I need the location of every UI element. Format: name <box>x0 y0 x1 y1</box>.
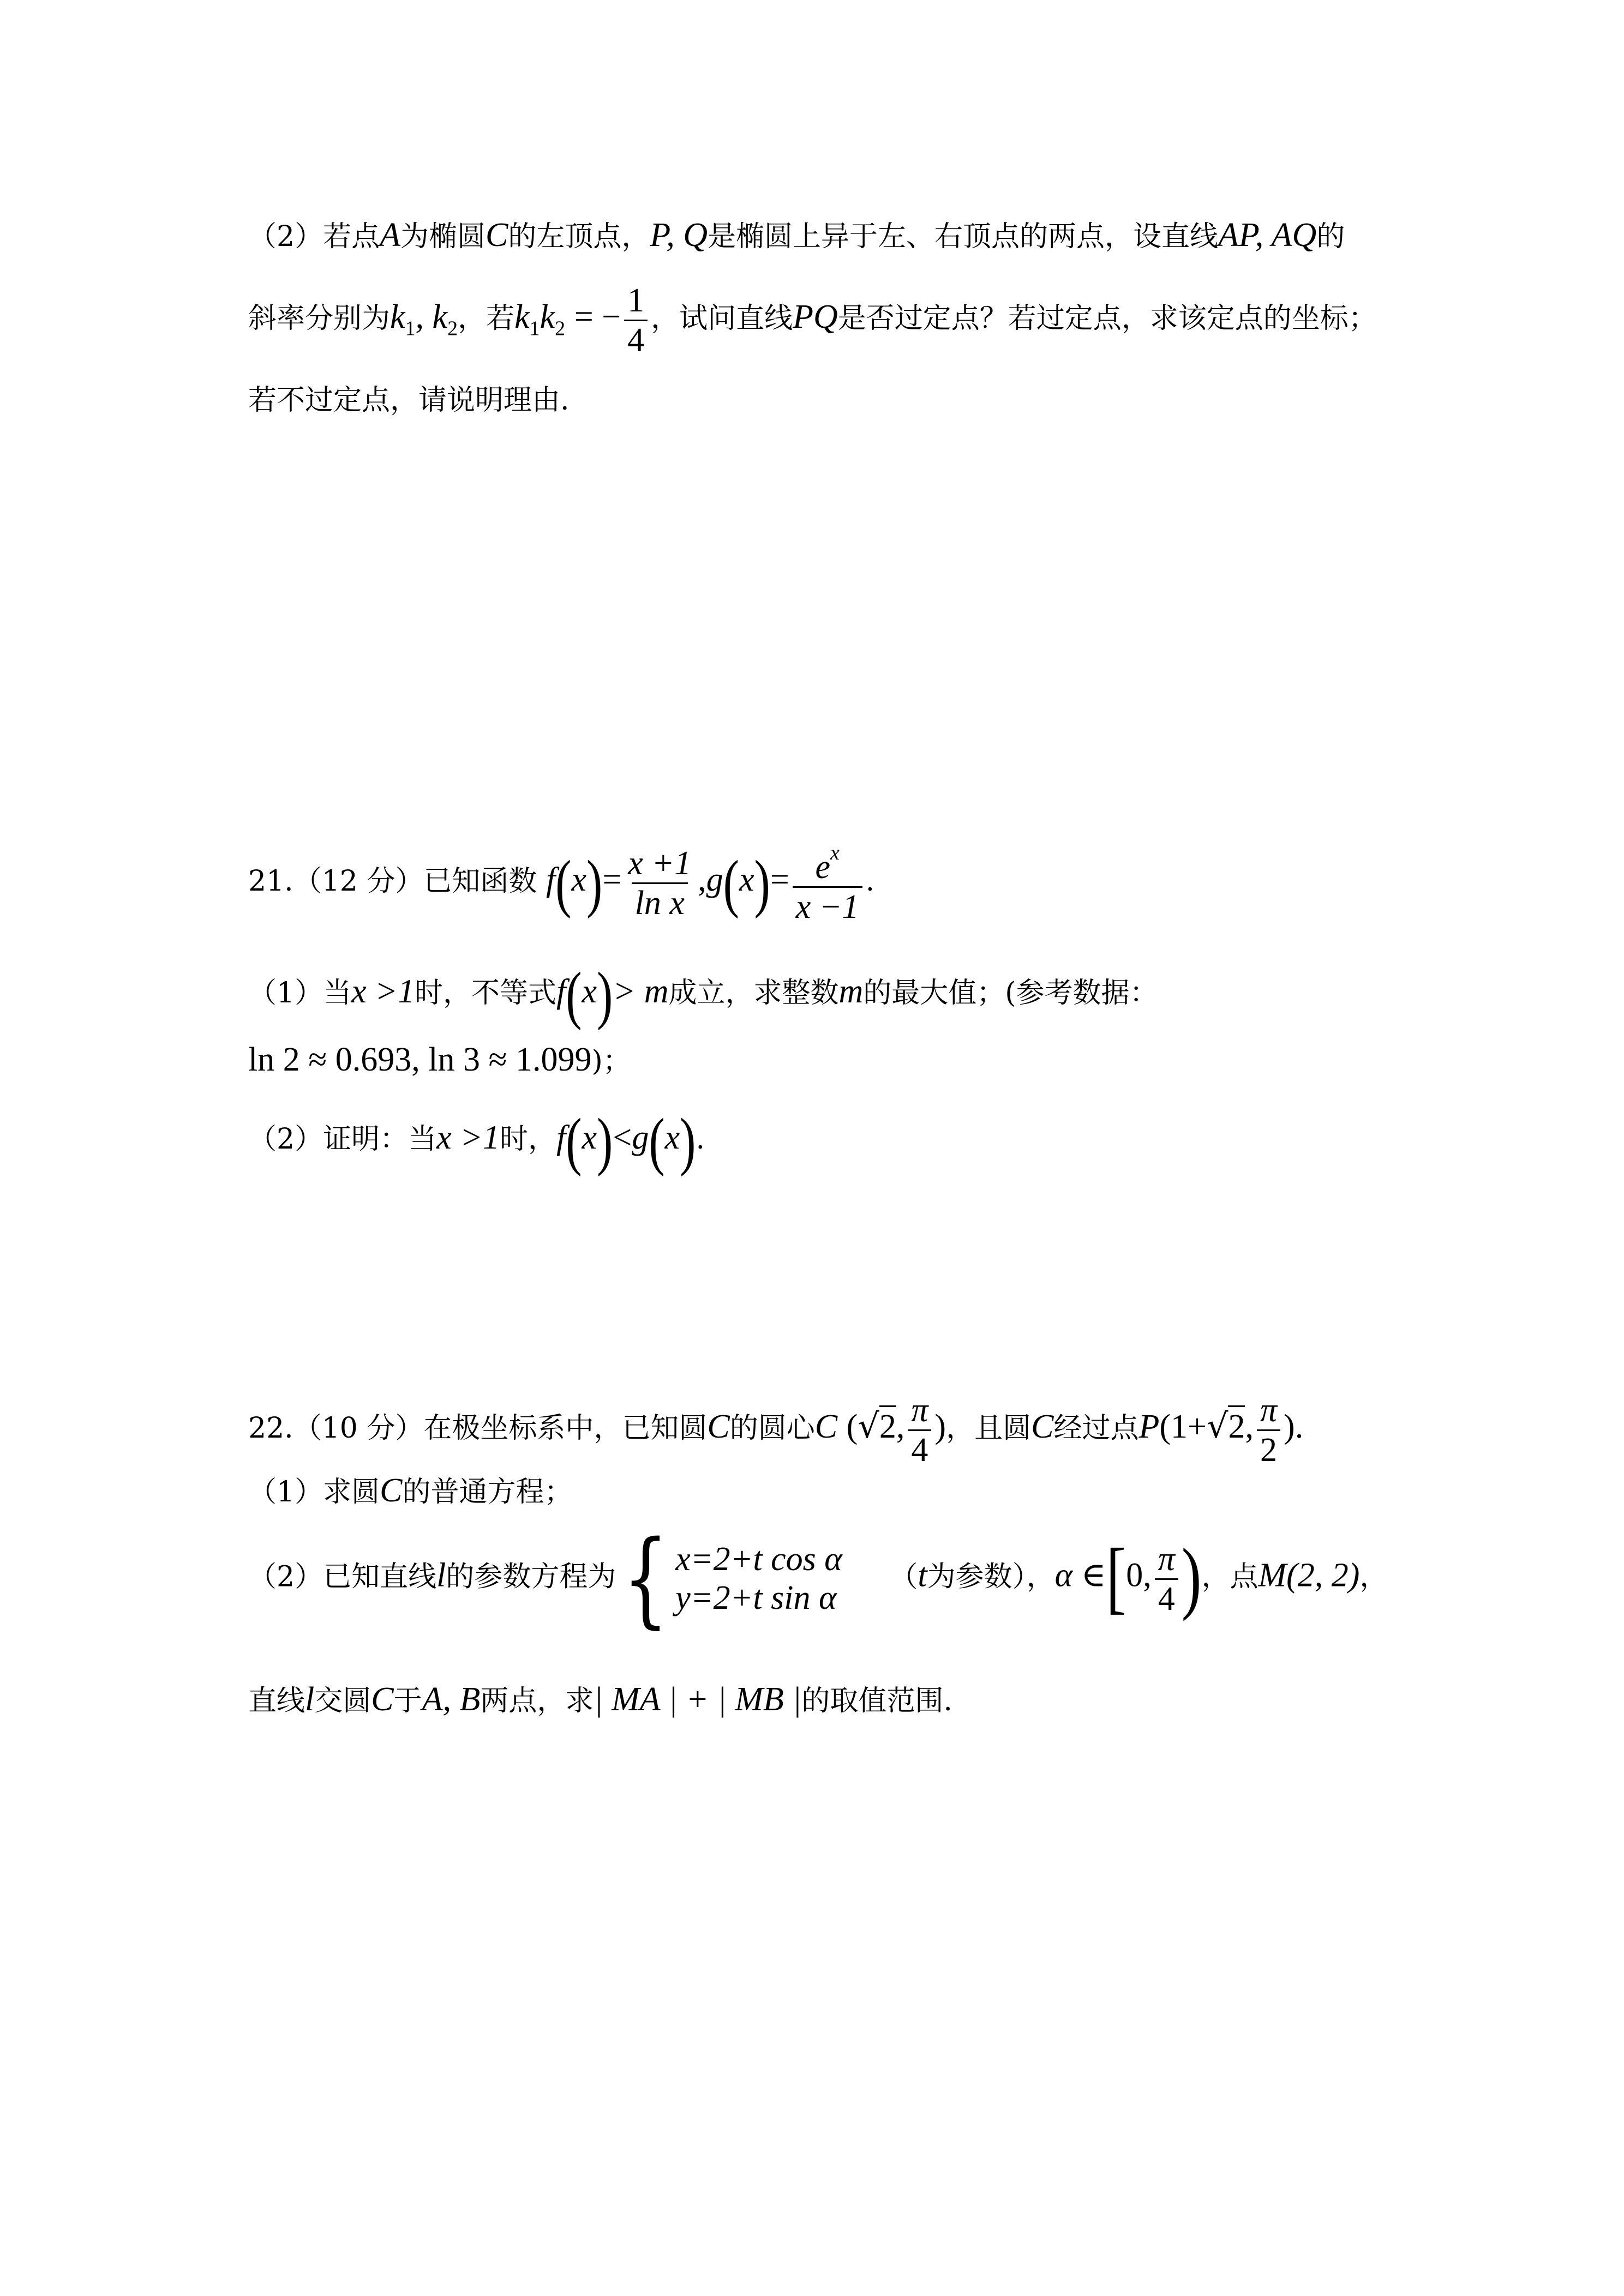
text: . <box>865 865 875 898</box>
part-label: （2）若点 <box>248 220 380 253</box>
fraction-f <box>625 846 694 920</box>
math-f: f <box>556 1119 566 1157</box>
math-x: x <box>664 1119 680 1157</box>
k: k <box>540 298 555 335</box>
numerator: 1 <box>627 282 645 319</box>
math-P: P <box>1138 1408 1160 1445</box>
k: k <box>390 298 405 335</box>
math-sqrt-arg: 2 <box>879 1405 896 1445</box>
math-M-point: M(2, 2) <box>1258 1556 1360 1594</box>
text: 的参数方程为 <box>446 1560 616 1594</box>
text: 斜率分别为 <box>248 302 391 335</box>
paren: ( <box>846 1408 858 1445</box>
text: 是椭圆上异于左、右顶点的两点，设直线 <box>708 220 1219 253</box>
math-g: g <box>706 861 723 899</box>
q22-header: 22.（10 分）在极坐标系中，已知圆C的圆心C (√2, $\frac{\pi}{4}$ )，且圆C经过点P(1+√2, $\frac{\pi}{2}$ ). <box>248 1392 1304 1469</box>
k: k <box>432 298 448 335</box>
q22-part1 <box>248 1474 572 1507</box>
math-l: l <box>305 1681 315 1718</box>
math-k1k2-product: $k_1k_2$ <box>514 298 566 340</box>
math-C: C <box>485 217 508 254</box>
text: ，若 <box>458 302 515 335</box>
comma: , <box>1245 1408 1254 1445</box>
math-C: C <box>371 1681 394 1718</box>
paren: ) <box>934 1408 946 1445</box>
numerator: π <box>911 1392 928 1429</box>
text: 是否过定点？若过定点，求该定点的坐标； <box>837 302 1377 335</box>
text: （2）证明：当 <box>248 1123 437 1156</box>
numerator: x +1 <box>628 845 692 882</box>
math-C: C <box>707 1408 730 1445</box>
math-condition: x >1 <box>436 1119 500 1157</box>
math-C: C <box>1031 1408 1054 1445</box>
text: 成立，求整数 <box>668 977 839 1010</box>
text: ， <box>1359 1560 1388 1594</box>
equation-x: x=2+t cos α <box>675 1540 842 1578</box>
text: 的 <box>1316 220 1345 253</box>
text: 的圆心 <box>729 1412 815 1445</box>
math-AB: A, B <box>422 1681 481 1718</box>
math-f: f <box>546 861 556 899</box>
denominator: ln x <box>632 882 688 920</box>
reference-data: ln 2 ≈ 0.693, ln 3 ≈ 1.099 <box>248 1041 592 1078</box>
text: . <box>696 1123 705 1156</box>
text: ，点 <box>1201 1560 1259 1594</box>
text: 经过点 <box>1053 1412 1139 1445</box>
math-g: g <box>632 1119 649 1157</box>
parametric-equations <box>675 1540 842 1618</box>
q20-line2 <box>248 284 1377 357</box>
numerator: π <box>1260 1392 1278 1429</box>
q20-line1 <box>248 218 1345 252</box>
text: 的左顶点， <box>508 220 650 253</box>
period: . <box>1295 1408 1304 1445</box>
text: )； <box>591 1045 631 1078</box>
question-header: 22.（10 分）在极坐标系中，已知圆 <box>248 1412 708 1445</box>
math-p-open: (1+ <box>1159 1408 1207 1445</box>
text: 为参数）， <box>927 1560 1055 1594</box>
base: e <box>815 849 831 886</box>
denominator: 2 <box>1257 1429 1280 1467</box>
interval-left: 0, <box>1126 1556 1152 1594</box>
math-eq: = <box>602 861 622 899</box>
math-t: t <box>918 1556 927 1594</box>
text: 若不过定点，请说明理由. <box>248 384 570 417</box>
q22-line3 <box>248 1682 952 1716</box>
numerator: π <box>1158 1540 1175 1578</box>
numerator <box>812 843 843 886</box>
math-C: C <box>380 1472 403 1509</box>
math-l: l <box>436 1556 446 1594</box>
paren: ) <box>1284 1408 1295 1445</box>
text: 的最大值；(参考数据： <box>863 977 1158 1010</box>
text: 的取值范围. <box>801 1685 952 1717</box>
q20-line3 <box>248 384 570 417</box>
text: 时，不等式 <box>414 977 556 1010</box>
text: 为椭圆 <box>400 220 486 253</box>
denominator: 4 <box>624 320 648 357</box>
q21-reference <box>248 1043 631 1077</box>
math-k1k2-list: $k_1$, $k_2$ <box>390 298 458 340</box>
text: 时， <box>499 1123 556 1156</box>
math-PQ: PQ <box>793 298 838 335</box>
math-sum: | MA | + | MB | <box>594 1681 802 1718</box>
question-header: 21.（12 分）已知函数 <box>248 865 537 898</box>
text: 交圆 <box>314 1685 371 1717</box>
text: （ <box>889 1560 918 1594</box>
left-brace: { <box>622 1518 669 1639</box>
denominator: 4 <box>1155 1578 1178 1616</box>
q21-part1: （1）当x >1时，不等式f(x)> m成立，求整数m的最大值；(参考数据： <box>248 959 1158 1031</box>
math-f: f <box>556 973 566 1011</box>
comma: , <box>896 1408 905 1445</box>
fraction-g <box>793 843 862 924</box>
fraction-pi-4 <box>1155 1542 1178 1616</box>
math-condition: x >1 <box>351 973 415 1011</box>
math-lines: AP, AQ <box>1218 217 1317 254</box>
math-m: m <box>838 973 864 1011</box>
fraction-pi-2 <box>1257 1393 1280 1467</box>
equation-y: y=2+t sin α <box>675 1579 837 1616</box>
text: ，试问直线 <box>651 302 793 335</box>
text: （1）求圆 <box>248 1476 380 1508</box>
denominator: 4 <box>908 1429 931 1467</box>
text: 于 <box>393 1685 422 1717</box>
math-C: C <box>814 1408 838 1445</box>
text: ，且圆 <box>946 1412 1032 1445</box>
math-x: x <box>582 1119 597 1157</box>
math-x: x <box>739 861 754 899</box>
math-PQ-points: P, Q <box>650 217 708 254</box>
exponent: x <box>830 842 840 864</box>
math-eq: = − <box>574 298 621 335</box>
denominator: x −1 <box>793 886 862 924</box>
math-eq: = <box>770 861 789 899</box>
math-sqrt-arg: 2 <box>1228 1405 1245 1445</box>
text: （2）已知直线 <box>248 1560 437 1594</box>
text: （1）当 <box>248 977 352 1010</box>
fraction-one-quarter <box>624 284 648 357</box>
math-x: x <box>571 861 587 899</box>
text: 的普通方程； <box>402 1476 573 1508</box>
q21-header: 21.（12 分）已知函数 f(x)= $\frac{x +1}{\text{ln x}}$ ,g(x)= $\frac{e^x}{x -1}$ . <box>248 842 875 926</box>
q22-part2: （2）已知直线l的参数方程为{ x=2+t cos α y=2+t sin α （t为参数），α ∈[0, $\frac{\pi}{4}$ )，点M(2, 2)， <box>248 1518 1388 1639</box>
q21-part2: （2）证明：当x >1时，f(x)<g(x). <box>248 1105 705 1177</box>
math-lt: < <box>613 1119 632 1157</box>
fraction-pi-4 <box>908 1393 931 1467</box>
math-gt-m: > m <box>613 973 669 1011</box>
text: 两点，求 <box>480 1685 594 1717</box>
k: k <box>514 298 530 335</box>
math-alpha-in: α ∈ <box>1054 1556 1106 1594</box>
text: 直线 <box>248 1685 305 1717</box>
math-x: x <box>582 973 597 1011</box>
math-A: A <box>380 217 400 254</box>
